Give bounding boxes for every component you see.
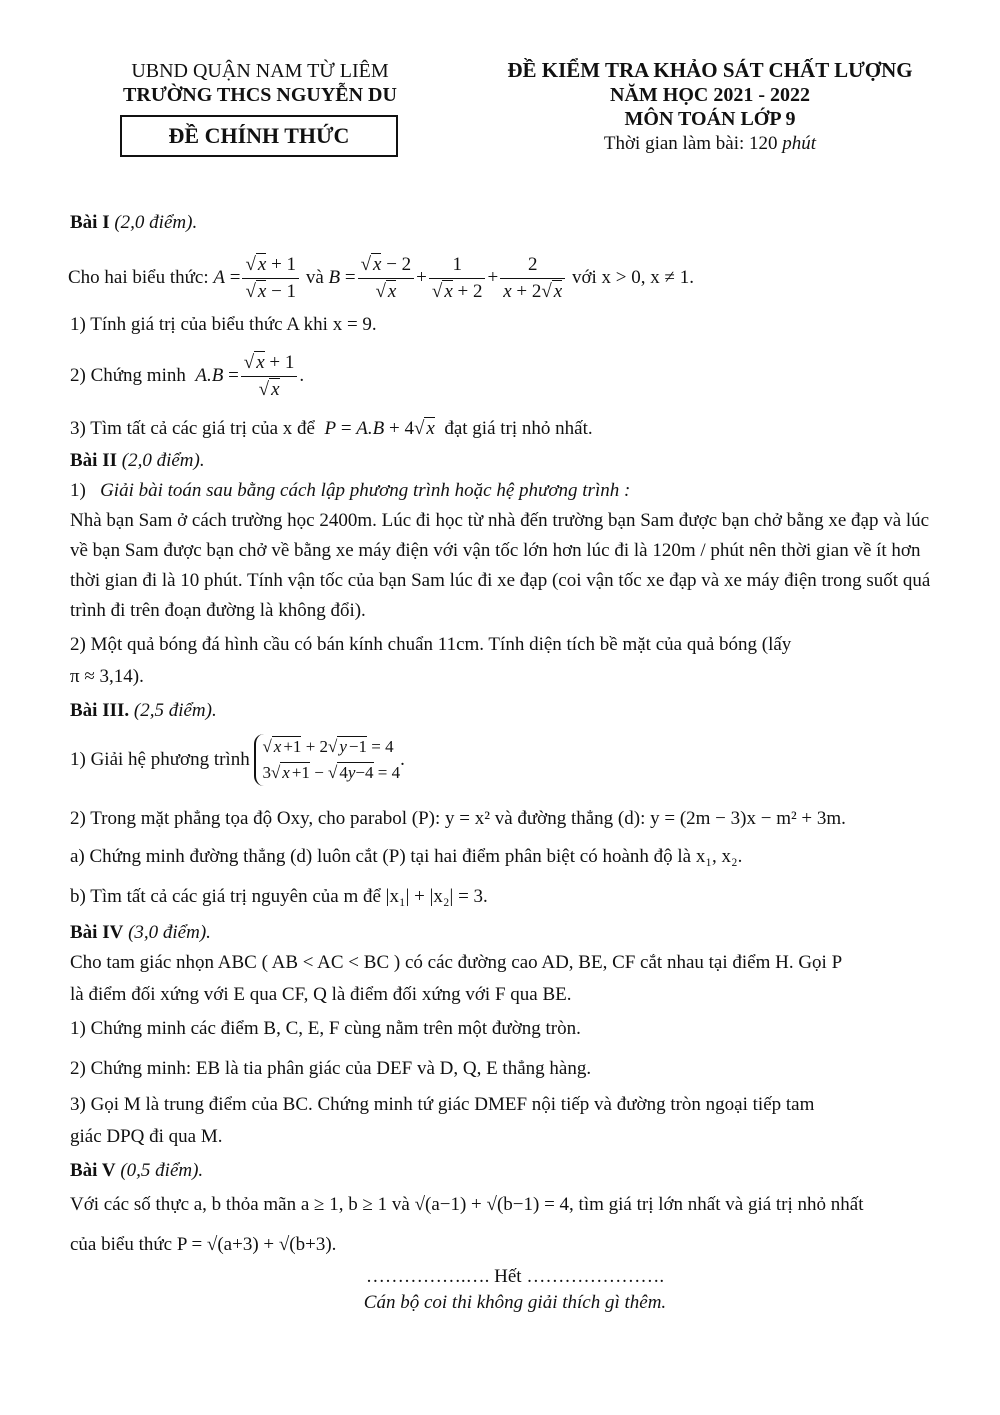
section-4-heading — [70, 922, 211, 944]
section-2-heading — [70, 450, 205, 472]
question-2-2-line2: π ≈ 3,14). — [70, 666, 144, 687]
section-5-points: (0,5 điểm). — [120, 1160, 204, 1181]
section-1-heading — [70, 212, 197, 234]
official-exam-box: ĐỀ CHÍNH THỨC — [120, 115, 398, 157]
question-1-1: 1) Tính giá trị của biểu thức A khi x = 9. — [70, 314, 377, 335]
expressions-intro: Cho hai biểu thức: — [68, 267, 209, 288]
question-2-1-label: 1) — [70, 480, 86, 501]
fraction-B1: $\frac{√ x - 2}{√ x}$ — [358, 254, 415, 303]
question-2-1-instruction-text: Giải bài toán sau bằng cách lập phương trình hoặc hệ phương trình : — [100, 480, 631, 501]
proctor-note: Cán bộ coi thi không giải thích gì thêm. — [363, 1292, 667, 1313]
question-4-2: 2) Chứng minh: EB là tia phân giác của DEF và D, Q, E thẳng hàng. — [70, 1058, 592, 1079]
district-name: UBND QUẬN NAM TỪ LIÊM — [131, 60, 389, 82]
and-word: và — [305, 267, 324, 288]
question-4-3-line2: giác DPQ đi qua M. — [70, 1126, 223, 1147]
school-name: TRƯỜNG THCS NGUYỄN DU — [123, 84, 397, 106]
question-2-2-line1: 2) Một quả bóng đá hình cầu có bán kính chuẩn 11cm. Tính diện tích bề mặt của quả bóng (lấy — [70, 634, 792, 655]
section-4-intro-line1: Cho tam giác nhọn ABC ( AB < AC < BC ) có các đường cao AD, BE, CF cắt nhau tại điểm H. Gọi P — [70, 952, 843, 973]
section-3-title: Bài III. — [70, 700, 130, 721]
fraction-AB: $\frac{√ x + 1}{√ x}$ — [241, 352, 298, 401]
time-label: Thời gian làm bài: 120 — [603, 133, 778, 154]
question-1-2: 2) Chứng minh A.B = $\frac{√ x + 1}{√ x}$ . — [70, 351, 305, 400]
question-3-2: 2) Trong mặt phẳng tọa độ Oxy, cho parabol (P): y = x² và đường thẳng (d): y = (2m − 3)x − m² + 3m. — [70, 808, 846, 829]
question-4-1: 1) Chứng minh các điểm B, C, E, F cùng nằm trên một đường tròn. — [70, 1018, 581, 1039]
section-1-points: (2,0 điểm). — [114, 212, 198, 233]
fraction-B3: $\frac{2}{x + 2√ x}$ — [500, 254, 565, 303]
section-5-line1: Với các số thực a, b thỏa mãn a ≥ 1, b ≥ 1 và √(a−1) + √(b−1) = 4, tìm giá trị lớn nhất và giá trị nhỏ nhất — [70, 1194, 864, 1215]
question-3-2a: a) Chứng minh đường thẳng (d) luôn cắt (P) tại hai điểm phân biệt có hoành độ là x₁, x₂. — [70, 846, 743, 867]
section-1-expressions: Cho hai biểu thức: A = $\frac{√ x + 1}{√ x - 1}$ và B = $\frac{√ x - 2}{√ x}$ + $\frac{1}{√ x + 2}$ + $\frac{2}{x + 2√ x}$ với x > 0, x ≠ 1. — [68, 253, 694, 302]
time-unit: phút — [782, 133, 817, 154]
section-2-points: (2,0 điểm). — [121, 450, 205, 471]
section-3-heading — [70, 700, 217, 722]
question-2-1-text: Nhà bạn Sam ở cách trường học 2400m. Lúc đi học từ nhà đến trường bạn Sam được bạn chở bằng xe đạp và lúc về bạn Sam được bạn chở về bằng xe máy điện với vận tốc lớn hơn lúc đi là 120m / phút nên thời gian về ít hơn thời gian đi là 10 phút. Tính vận tốc của bạn Sam lúc đi xe đạp (coi vận tốc xe đạp và xe máy điện trong suốt quá trình đi trên đoạn đường là không đổi). — [70, 510, 931, 621]
question-1-3-end: đạt giá trị nhỏ nhất. — [444, 418, 593, 439]
section-1-title: Bài I — [70, 212, 110, 233]
question-1-3: 3) Tìm tất cả các giá trị của x để P = A.B + 4√ x đạt giá trị nhỏ nhất. — [70, 418, 593, 439]
fraction-B2: $\frac{1}{√ x + 2}$ — [429, 254, 486, 303]
question-1-2-label: 2) Chứng minh — [70, 365, 186, 386]
fraction-A: $\frac{√ x + 1}{√ x - 1}$ — [242, 254, 299, 303]
subject: MÔN TOÁN LỚP 9 — [624, 108, 796, 130]
section-4-points: (3,0 điểm). — [128, 922, 211, 943]
section-4-intro-line2: là điểm đối xứng với E qua CF, Q là điểm đối xứng với F qua BE. — [70, 984, 572, 1005]
question-2-1-instruction — [70, 480, 630, 502]
time-allowed — [490, 133, 930, 155]
domain-condition: với x > 0, x ≠ 1. — [571, 267, 694, 288]
section-5-title: Bài V — [70, 1160, 116, 1181]
section-2-title: Bài II — [70, 450, 117, 471]
question-3-1: 1) Giải hệ phương trình √ x +1 + 2√ y −1 = 4 3√ x +1 − √ 4y−4 = 4 . — [70, 730, 405, 790]
section-5-heading — [70, 1160, 203, 1182]
question-3-1-text: 1) Giải hệ phương trình — [70, 749, 250, 770]
school-year: NĂM HỌC 2021 - 2022 — [610, 84, 810, 106]
question-1-3-text: 3) Tìm tất cả các giá trị của x để — [70, 418, 315, 439]
question-4-3-line1: 3) Gọi M là trung điểm của BC. Chứng minh tứ giác DMEF nội tiếp và đường tròn ngoại tiếp tam — [70, 1094, 815, 1115]
question-3-2b: b) Tìm tất cả các giá trị nguyên của m để |x₁| + |x₂| = 3. — [70, 886, 488, 907]
section-5-line2: của biểu thức P = √(a+3) + √(b+3). — [70, 1234, 337, 1255]
exam-title: ĐỀ KIỂM TRA KHẢO SÁT CHẤT LƯỢNG — [507, 58, 913, 82]
end-marker: …………….…. Hết …………………. — [365, 1266, 665, 1287]
equation-system: √ x +1 + 2√ y −1 = 4 3√ x +1 − √ 4y−4 = 4 — [254, 734, 400, 786]
section-3-points: (2,5 điểm). — [133, 700, 217, 721]
section-4-title: Bài IV — [70, 922, 124, 943]
